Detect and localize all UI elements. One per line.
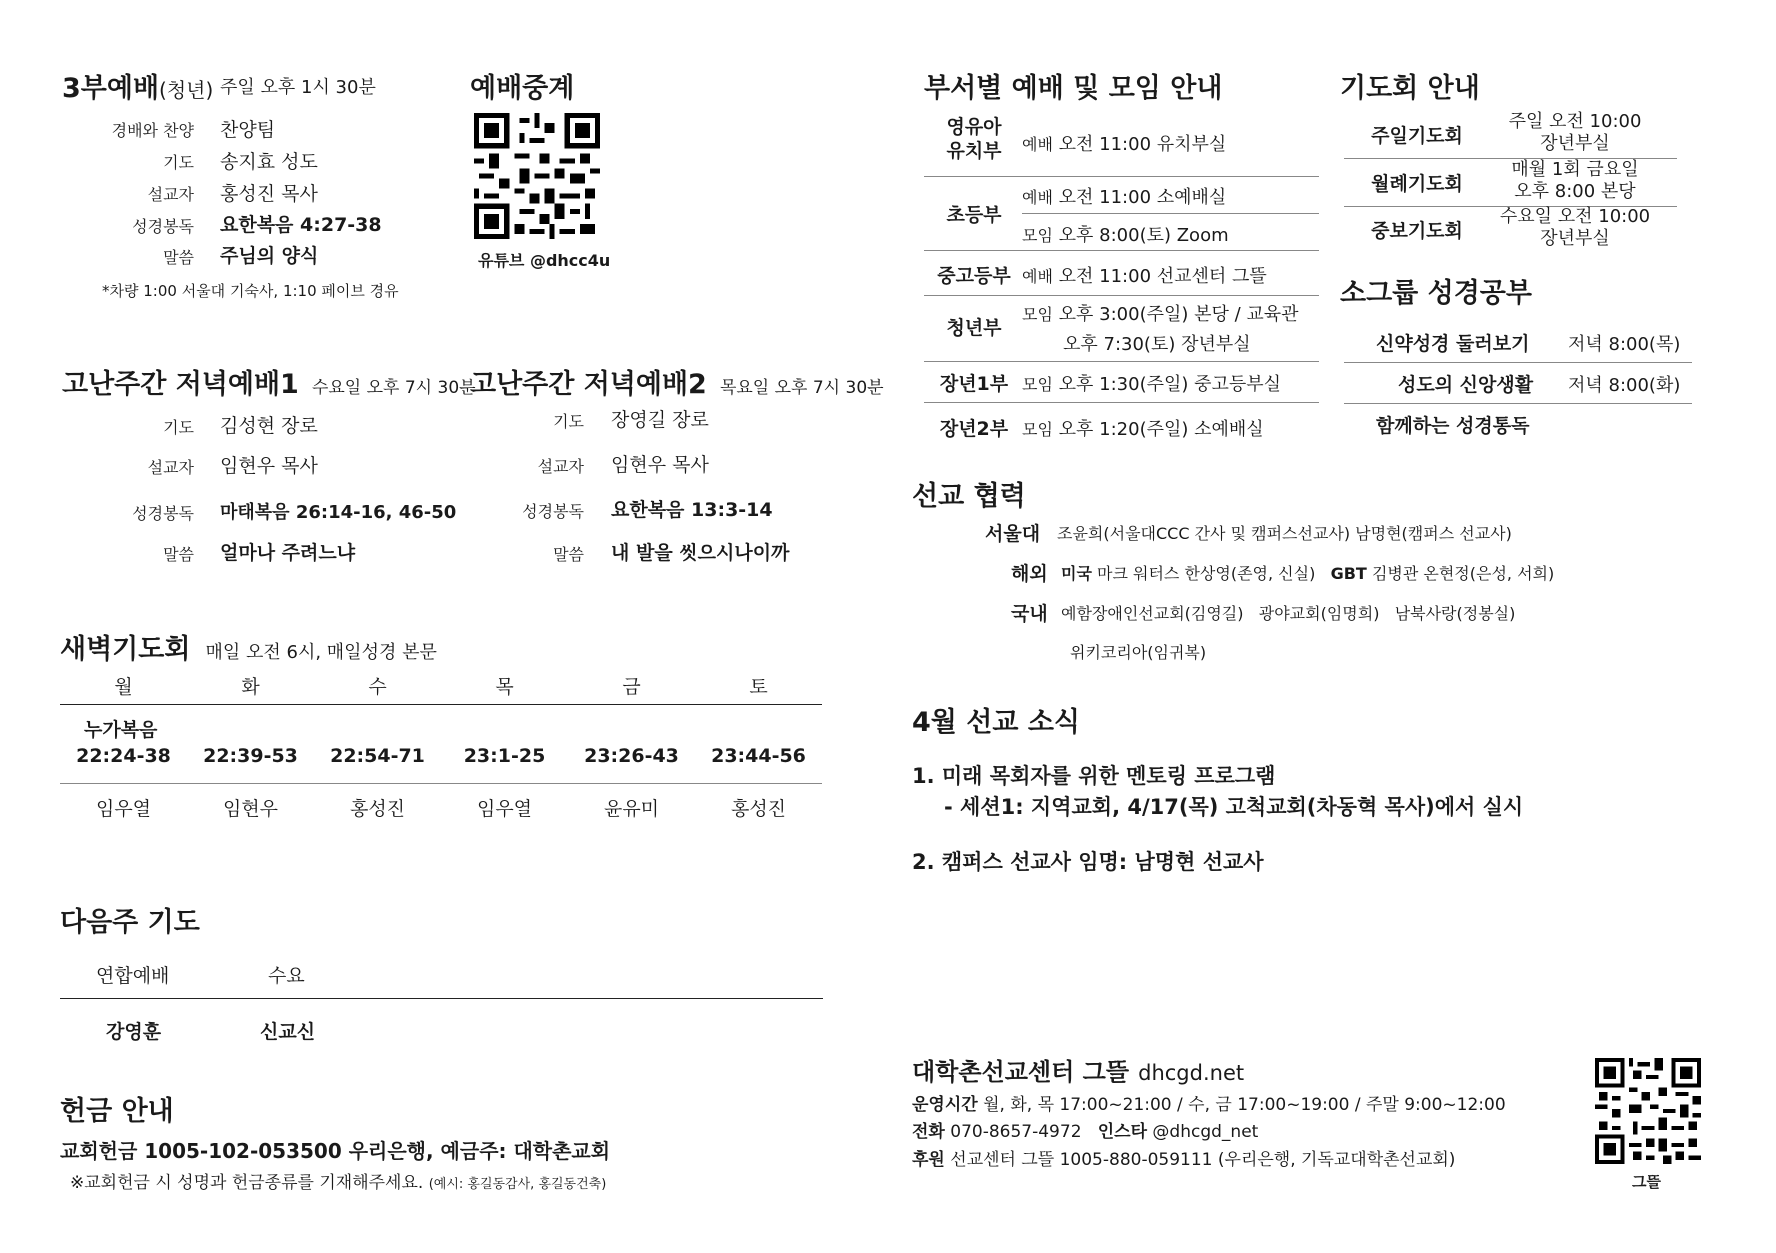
row-value: 임현우 목사: [611, 454, 709, 476]
dept-item: 예배 오전 11:00 유치부실: [1022, 134, 1227, 155]
divider: [60, 783, 822, 784]
passage-cell: 23:44-56: [711, 745, 806, 767]
dept-item: 예배 오전 11:00 선교센터 그뜰: [1022, 266, 1267, 287]
divider: [60, 998, 823, 999]
divider: [924, 295, 1319, 296]
passage-cell: 22:54-71: [330, 745, 425, 767]
evening2-time: 목요일 오후 7시 30분: [719, 378, 884, 398]
dawn-days-row: [60, 672, 822, 704]
leader-cell: 홍성진: [349, 798, 406, 820]
day-header: 월: [114, 676, 133, 698]
broadcast-qr-code[interactable]: [474, 113, 600, 239]
row-label: 기도: [163, 418, 194, 437]
center-qr-caption: 그뜰: [1632, 1173, 1661, 1191]
center-site: dhcgd.net: [1138, 1061, 1245, 1085]
day-header: 목: [495, 676, 514, 698]
row-value: 얼마나 주려느냐: [220, 542, 356, 564]
row-label: 설교자: [147, 185, 194, 204]
divider: [924, 361, 1319, 362]
row-label: 성경봉독: [522, 502, 584, 521]
evening2-title: 고난주간 저녁예배2: [470, 369, 707, 400]
divider: [1344, 403, 1692, 404]
center-contact: 전화 070-8657-4972 인스타 @dhcgd_net: [912, 1122, 1259, 1142]
prayer-meetings-title: 기도회 안내: [1340, 73, 1480, 104]
row-label: 성경봉독: [132, 217, 194, 236]
news-item-1-sub: - 세션1: 지역교회, 4/17(목) 고척교회(차동혁 목사)에서 실시: [944, 795, 1524, 819]
worship3-note: *차량 1:00 서울대 기숙사, 1:10 페이브 경유: [102, 282, 399, 300]
news-title: 4월 선교 소식: [912, 707, 1080, 738]
row-label: 말씀: [163, 248, 194, 267]
dept-title: 부서별 예배 및 모임 안내: [924, 73, 1223, 104]
dept-name: 영유아 유치부: [946, 116, 1002, 162]
divider: [924, 402, 1319, 403]
dawn-passages-row: [60, 745, 822, 783]
next-prayer-name: 신교신: [260, 1021, 316, 1043]
divider: [1344, 362, 1692, 363]
dawn-table: [60, 672, 822, 830]
center-hours: 운영시간 월, 화, 목 17:00~21:00 / 수, 금 17:00~19:00 / 주말 9:00~12:00: [912, 1095, 1506, 1115]
leader-cell: 홍성진: [730, 798, 787, 820]
dept-item: 오후 7:30(토) 장년부실: [1063, 334, 1251, 355]
mission-label-seoul: 서울대: [985, 523, 1041, 545]
divider: [924, 176, 1319, 177]
row-label: 말씀: [553, 545, 584, 564]
news-item-2: 2. 캠퍼스 선교사 임명: 남명현 선교사: [912, 850, 1264, 874]
divider: [924, 250, 1319, 251]
row-value: 장영길 장로: [611, 409, 709, 431]
leader-cell: 임현우: [222, 798, 279, 820]
dept-item: 예배 오전 11:00 소예배실: [1022, 187, 1227, 208]
row-value: 요한복음 4:27-38: [220, 214, 382, 236]
mission-label-overseas: 해외: [1011, 563, 1048, 585]
offering-title: 헌금 안내: [60, 1096, 174, 1127]
leader-cell: 윤유미: [603, 798, 660, 820]
mission-overseas-text: 미국 마크 워터스 한상영(존영, 신실) GBT 김병관 온현정(은성, 서희): [1061, 564, 1555, 583]
group-name: 함께하는 성경통독: [1376, 415, 1530, 437]
dept-name: 장년2부: [939, 418, 1009, 440]
dept-name: 장년1부: [939, 373, 1009, 395]
prayer-detail: 수요일 오전 10:00 장년부실: [1499, 206, 1651, 249]
divider: [60, 704, 822, 705]
leader-cell: 임우열: [95, 798, 152, 820]
worship3-title: 3부예배(청년): [62, 73, 214, 104]
mission-domestic-text: 예함장애인선교회(김영길) 광야교회(임명희) 남북사랑(정봉실): [1061, 604, 1516, 623]
center-header: [912, 1052, 1244, 1087]
day-header: 수: [368, 676, 387, 698]
row-value: 요한복음 13:3-14: [611, 499, 773, 521]
row-label: 성경봉독: [132, 504, 194, 523]
row-value: 마태복음 26:14-16, 46-50: [220, 502, 457, 523]
row-label: 말씀: [163, 545, 194, 564]
row-label: 경배와 찬양: [111, 121, 194, 140]
group-time: 저녁 8:00(화): [1568, 375, 1681, 396]
passage-cell: 22:24-38: [76, 745, 171, 767]
next-prayer-header: 연합예배: [96, 965, 170, 987]
mission-label-domestic: 국내: [1011, 603, 1048, 625]
evening1-title: 고난주간 저녁예배1: [62, 369, 299, 400]
evening2-header: [470, 362, 884, 401]
leader-cell: 임우열: [476, 798, 533, 820]
mission-seoul-text: 조윤희(서울대CCC 간사 및 캠퍼스선교사) 남명현(캠퍼스 선교사): [1057, 524, 1512, 543]
day-header: 토: [749, 676, 768, 698]
row-value: 내 발을 씻으시나이까: [611, 542, 790, 564]
small-group-title: 소그룹 성경공부: [1340, 278, 1532, 309]
dawn-header: [60, 627, 437, 666]
dawn-time: 매일 오전 6시, 매일성경 본문: [205, 642, 437, 663]
passage-cell: 22:39-53: [203, 745, 298, 767]
row-label: 기도: [553, 412, 584, 431]
next-prayer-title: 다음주 기도: [60, 907, 200, 938]
passage-cell: 23:1-25: [463, 745, 546, 767]
evening1-time: 수요일 오후 7시 30분: [311, 378, 476, 398]
prayer-name: 중보기도회: [1371, 220, 1463, 242]
dept-item: 모임 오후 3:00(주일) 본당 / 교육관: [1022, 304, 1299, 325]
prayer-detail: 매월 1회 금요일 오후 8:00 본당: [1511, 159, 1639, 202]
mission-title: 선교 협력: [912, 481, 1026, 512]
dawn-leaders-row: [60, 794, 822, 830]
next-prayer-header: 수요: [268, 965, 305, 987]
row-value: 임현우 목사: [220, 455, 318, 477]
prayer-name: 월례기도회: [1371, 173, 1463, 195]
dept-item: 모임 오후 1:20(주일) 소예배실: [1022, 419, 1264, 440]
broadcast-caption: 유튜브 @dhcc4u: [478, 251, 611, 270]
offering-account: 교회헌금 1005-102-053500 우리은행, 예금주: 대학촌교회: [60, 1139, 611, 1163]
center-qr-code[interactable]: [1595, 1058, 1701, 1164]
row-value: 주님의 양식: [220, 245, 319, 267]
mission-domestic-text-2: 위키코리아(임귀복): [1070, 643, 1207, 662]
prayer-detail: 주일 오전 10:00 장년부실: [1508, 111, 1642, 154]
group-time: 저녁 8:00(목): [1568, 334, 1681, 355]
dept-name: 초등부: [946, 204, 1002, 226]
center-title: 대학촌선교센터 그뜰: [912, 1058, 1130, 1086]
row-label: 기도: [163, 153, 194, 172]
dept-name: 청년부: [946, 317, 1002, 339]
worship3-time: 주일 오후 1시 30분: [220, 77, 376, 98]
row-value: 찬양팀: [220, 119, 276, 141]
broadcast-title: 예배중계: [470, 73, 575, 104]
row-value: 송지효 성도: [220, 151, 318, 173]
offering-note: ※교회헌금 시 성명과 헌금종류를 기재해주세요. (예시: 홍길동감사, 홍길동건축): [70, 1173, 607, 1193]
day-header: 금: [622, 676, 641, 698]
group-name: 성도의 신앙생활: [1398, 374, 1534, 396]
dept-item: 모임 오후 1:30(주일) 중고등부실: [1022, 374, 1282, 395]
evening1-header: [62, 362, 476, 401]
prayer-name: 주일기도회: [1371, 125, 1463, 147]
row-label: 설교자: [537, 457, 584, 476]
row-value: 홍성진 목사: [220, 183, 318, 205]
news-item-1: 1. 미래 목회자를 위한 멘토링 프로그램: [912, 764, 1276, 788]
group-name: 신약성경 둘러보기: [1376, 333, 1530, 355]
dept-name: 중고등부: [937, 265, 1011, 287]
passage-cell: 23:26-43: [584, 745, 679, 767]
dept-item: 모임 오후 8:00(토) Zoom: [1022, 225, 1229, 246]
day-header: 화: [241, 676, 260, 698]
row-value: 김성현 장로: [220, 415, 318, 437]
row-label: 설교자: [147, 458, 194, 477]
divider: [1022, 213, 1319, 214]
center-support: 후원 선교센터 그뜰 1005-880-059111 (우리은행, 기독교대학촌선교회): [912, 1150, 1456, 1170]
next-prayer-name: 강영훈: [106, 1021, 162, 1043]
dawn-title: 새벽기도회: [60, 634, 191, 665]
dawn-book: 누가복음: [84, 719, 158, 741]
